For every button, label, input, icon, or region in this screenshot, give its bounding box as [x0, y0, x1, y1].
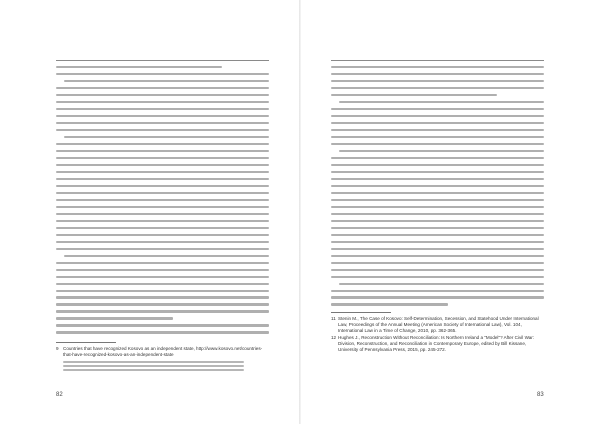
text-line — [56, 66, 222, 68]
text-line — [331, 199, 544, 201]
text-line — [56, 290, 269, 292]
footnote-rule — [331, 312, 391, 313]
text-line — [331, 73, 544, 75]
header-rule-right — [331, 60, 544, 61]
body-text-left — [56, 66, 269, 338]
text-line — [56, 331, 269, 333]
text-line — [56, 108, 269, 110]
text-line — [56, 227, 269, 229]
footnote-text: Stenin M., The Case of Kosovo: Self-Determination, Secession, and Statehood Under International Law, Proceedings of the Annual Meeting (American Society of International Law), Vol. 104, International Law in a Time of Change, 2010, pp. 362-365. — [338, 316, 539, 333]
footnote — [331, 316, 544, 334]
text-line — [331, 213, 544, 215]
text-line — [331, 115, 544, 117]
text-line — [56, 122, 269, 124]
text-line — [56, 303, 269, 305]
header-rule-left — [56, 60, 269, 61]
text-line — [56, 213, 269, 215]
text-line — [331, 262, 544, 264]
text-line — [56, 296, 269, 298]
text-line — [63, 365, 244, 367]
footnote-rule — [56, 342, 116, 343]
text-line — [331, 143, 544, 145]
text-line — [331, 248, 544, 250]
running-head-right — [542, 52, 544, 58]
text-line — [331, 269, 544, 271]
footnote-text: Countries that have recognized Kosovo as an independent state, http://www.kosovo.net/countries-that-have-recognized-kosovo-as-an-independent-state — [63, 346, 263, 357]
text-line — [56, 317, 173, 319]
text-line — [56, 178, 269, 180]
text-line — [331, 255, 544, 257]
text-line — [56, 129, 269, 131]
page-number-right: 83 — [537, 392, 544, 398]
text-line — [56, 87, 269, 89]
text-line — [331, 296, 544, 298]
text-line — [56, 143, 269, 145]
text-line — [56, 276, 269, 278]
text-line — [56, 192, 269, 194]
text-line — [63, 361, 244, 363]
footnote-text-placeholder — [63, 359, 269, 373]
text-line — [56, 157, 269, 159]
text-line — [56, 234, 269, 236]
text-line — [56, 220, 269, 222]
left-page — [0, 0, 299, 424]
footnotes-right — [331, 312, 544, 353]
text-line — [339, 283, 544, 285]
text-line — [331, 178, 544, 180]
text-line — [331, 122, 544, 124]
footnote-mark: 9 — [56, 346, 59, 351]
footnote — [56, 359, 269, 373]
text-line — [56, 101, 269, 103]
footnote-text: Hughes J., Reconstruction Without Reconciliation: Is Northern Ireland a "Model"? After Civil War: Division, Reconstruction, and Reconciliation in Contemporary Europe, edited by Bill Kissane, University of Pennsylvania Press, 2015, pp. 245-272. — [338, 334, 535, 352]
text-line — [339, 150, 544, 152]
text-line — [63, 369, 244, 371]
text-line — [56, 324, 269, 326]
text-line — [331, 164, 544, 166]
footnote-mark: 12 — [331, 334, 337, 340]
text-line — [56, 150, 269, 152]
text-line — [56, 171, 269, 173]
text-line — [64, 80, 269, 82]
text-line — [56, 262, 269, 264]
text-line — [331, 227, 544, 229]
text-line — [56, 115, 269, 117]
text-line — [331, 87, 544, 89]
text-line — [331, 290, 544, 292]
right-page — [301, 0, 600, 424]
text-line — [56, 206, 269, 208]
text-line — [64, 136, 269, 138]
body-text-right — [331, 66, 544, 310]
footnote-mark — [56, 359, 63, 373]
text-line — [56, 269, 269, 271]
footnote-mark: 11 — [331, 316, 336, 321]
footnote — [56, 346, 269, 358]
footnotes-left — [56, 342, 269, 374]
text-line — [331, 136, 544, 138]
text-line — [56, 94, 269, 96]
text-line — [331, 303, 448, 305]
text-line — [331, 276, 544, 278]
text-line — [331, 220, 544, 222]
text-line — [56, 248, 269, 250]
text-line — [331, 234, 544, 236]
text-line — [56, 283, 269, 285]
text-line — [331, 108, 544, 110]
text-line — [331, 66, 544, 68]
text-line — [56, 185, 269, 187]
text-line — [56, 310, 269, 312]
text-line — [56, 241, 269, 243]
text-line — [64, 255, 269, 257]
text-line — [331, 94, 497, 96]
running-head-left — [56, 52, 58, 58]
text-line — [331, 171, 544, 173]
text-line — [331, 192, 544, 194]
text-line — [56, 73, 269, 75]
footnote — [331, 335, 544, 353]
text-line — [339, 101, 544, 103]
text-line — [331, 206, 544, 208]
text-line — [56, 164, 269, 166]
text-line — [331, 241, 544, 243]
text-line — [331, 129, 544, 131]
page-number-left: 82 — [56, 392, 63, 398]
text-line — [331, 157, 544, 159]
text-line — [56, 199, 269, 201]
text-line — [331, 185, 544, 187]
text-line — [331, 80, 544, 82]
